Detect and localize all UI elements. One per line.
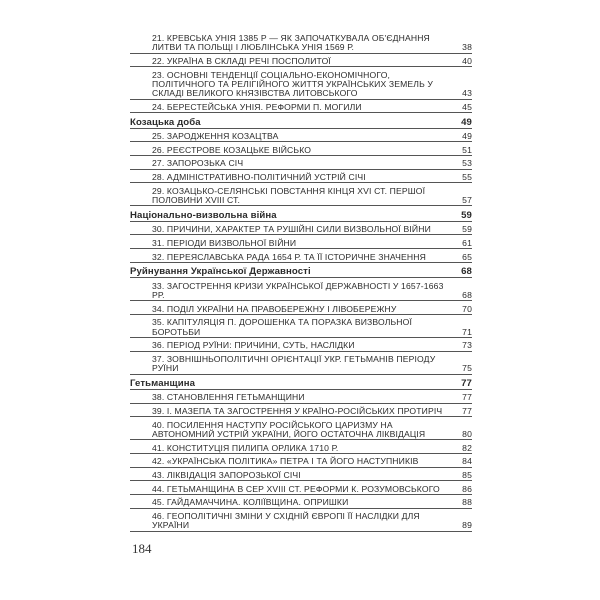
toc-entry — [130, 253, 472, 263]
toc-entry — [130, 421, 472, 441]
toc-entry-title: 28. АДМІНІСТРАТИВНО-ПОЛІТИЧНИЙ УСТРІЙ СІЧІ — [152, 172, 366, 183]
toc-entry — [130, 457, 472, 467]
toc-entry-title: 40. ПОСИЛЕННЯ НАСТУПУ РОСІЙСЬКОГО ЦАРИЗМУ НА АВТОНОМНИЙ УСТРІЙ УКРАЇНИ, ЙОГО ОСТАТОЧНА ЛІКВІДАЦІЯ — [152, 419, 426, 439]
toc-entry-title: 42. «УКРАЇНСЬКА ПОЛІТИКА» ПЕТРА І ТА ЙОГО НАСТУПНИКІВ — [152, 456, 419, 467]
toc-entry-page: 85 — [462, 470, 472, 481]
toc-entry — [130, 187, 472, 207]
toc-entry — [130, 173, 472, 183]
toc-entry-title: 26. РЕЄСТРОВЕ КОЗАЦЬКЕ ВІЙСЬКО — [152, 144, 312, 155]
toc-entry-title: 21. КРЕВСЬКА УНІЯ 1385 Р — ЯК ЗАПОЧАТКУВАЛА ОБ'ЄДНАННЯ ЛИТВИ ТА ПОЛЬЩІ І ЛЮБЛІНСЬКА УНІЯ 1569 Р. — [152, 33, 430, 53]
toc-entry-page: 59 — [462, 224, 472, 235]
toc-entry-title: 41. КОНСТИТУЦІЯ ПИЛИПА ОРЛИКА 1710 Р. — [152, 442, 339, 453]
toc-entry-page: 61 — [462, 237, 472, 248]
toc-entry-title: 44. ГЕТЬМАНЩИНА В СЕР XVIII СТ. РЕФОРМИ К. РОЗУМОВСЬКОГО — [152, 483, 440, 494]
toc-entry-title: Козацька доба — [130, 116, 201, 128]
toc-entry — [130, 471, 472, 481]
toc-entry-title: 30. ПРИЧИНИ, ХАРАКТЕР ТА РУШІЙНІ СИЛИ ВИЗВОЛЬНОЇ ВІЙНИ — [152, 224, 431, 235]
toc-entry-page: 84 — [462, 456, 472, 467]
toc-entry — [130, 71, 472, 100]
toc-entry-title: 36. ПЕРІОД РУЇНИ: ПРИЧИНИ, СУТЬ, НАСЛІДКИ — [152, 340, 355, 351]
toc-entry-page: 45 — [462, 101, 472, 112]
toc-entry-page: 77 — [461, 377, 472, 389]
toc-entry — [130, 318, 472, 338]
toc-entry — [130, 355, 472, 375]
toc-entry — [130, 103, 472, 113]
toc-entry — [130, 282, 472, 302]
toc-entry — [130, 159, 472, 169]
toc-entry — [130, 512, 472, 532]
toc-section-heading — [130, 210, 472, 222]
toc-entry — [130, 341, 472, 351]
toc-entry-page: 70 — [462, 303, 472, 314]
toc-entry-page: 51 — [462, 144, 472, 155]
toc-entry-title: Руйнування Української Державності — [130, 266, 311, 278]
toc-entry-page: 82 — [462, 442, 472, 453]
toc-entry-page: 55 — [462, 172, 472, 183]
page-number: 184 — [132, 541, 152, 556]
toc-entry-title: 32. ПЕРЕЯСЛАВСЬКА РАДА 1654 Р. ТА ЇЇ ІСТОРИЧНЕ ЗНАЧЕННЯ — [152, 251, 426, 262]
toc-entry — [130, 34, 472, 54]
toc-entry-page: 49 — [462, 131, 472, 142]
toc-entry-title: 46. ГЕОПОЛІТИЧНІ ЗМІНИ У СХІДНІЙ ЄВРОПІ ЇЇ НАСЛІДКИ ДЛЯ УКРАЇНИ — [152, 511, 420, 531]
toc-entry-page: 89 — [462, 520, 472, 531]
toc-entry-title: 22. УКРАЇНА В СКЛАДІ РЕЧІ ПОСПОЛИТОЇ — [152, 55, 331, 66]
toc-entry — [130, 305, 472, 315]
toc-section-heading — [130, 117, 472, 129]
toc-entry — [130, 132, 472, 142]
toc-entry-page: 80 — [462, 429, 472, 439]
toc-entry-page: 71 — [462, 326, 472, 337]
toc-entry-page: 77 — [462, 392, 472, 403]
toc-entry-title: 25. ЗАРОДЖЕННЯ КОЗАЦТВА — [152, 131, 279, 142]
toc-entry — [130, 407, 472, 417]
toc-entry-title: 39. І. МАЗЕПА ТА ЗАГОСТРЕННЯ У КРАЇНО-РОСІЙСЬКИХ ПРОТИРІЧ — [152, 406, 443, 417]
toc-entry — [130, 498, 472, 508]
toc-entry-title: 27. ЗАПОРОЗЬКА СІЧ — [152, 158, 244, 169]
toc-entry-title: 37. ЗОВНІШНЬОПОЛІТИЧНІ ОРІЄНТАЦІЇ УКР. ГЕТЬМАНІВ ПЕРІОДУ РУЇНИ — [152, 353, 436, 374]
toc-entry-page: 38 — [462, 42, 472, 53]
toc-entry-title: 43. ЛІКВІДАЦІЯ ЗАПОРОЗЬКОЇ СІЧІ — [152, 470, 301, 481]
toc-entry-page: 43 — [462, 88, 472, 99]
toc-entry-title: 23. ОСНОВНІ ТЕНДЕНЦІЇ СОЦІАЛЬНО-ЕКОНОМІЧНОГО, ПОЛІТИЧНОГО ТА РЕЛІГІЙНОГО ЖИТТЯ УКРАЇНСЬКИХ ЗЕМЕЛЬ У СКЛАДІ ВЕЛИКОГО КНЯЗІВСТВА ЛИТОВСЬКОГО — [152, 69, 434, 99]
toc-entry-title: Гетьманщина — [130, 377, 196, 389]
toc-entry — [130, 146, 472, 156]
toc-entry-page: 57 — [462, 195, 472, 206]
toc-entry — [130, 485, 472, 495]
toc-entry-page: 86 — [462, 483, 472, 494]
toc-section-heading — [130, 378, 472, 390]
toc-entry — [130, 57, 472, 67]
toc-section-heading — [130, 266, 472, 278]
toc-entry-page: 75 — [462, 363, 472, 374]
toc-entry-page: 73 — [462, 340, 472, 351]
toc-entry — [130, 393, 472, 403]
toc-entry — [130, 444, 472, 454]
toc-entry-title: 31. ПЕРІОДИ ВИЗВОЛЬНОЇ ВІЙНИ — [152, 237, 297, 248]
toc-entry-page: 68 — [461, 266, 472, 278]
toc-entry-page: 77 — [462, 406, 472, 417]
toc-entry-title: Національно-визвольна війна — [130, 209, 277, 221]
toc-entry-title: 24. БЕРЕСТЕЙСЬКА УНІЯ. РЕФОРМИ П. МОГИЛИ — [152, 101, 362, 112]
toc-entry-title: 35. КАПІТУЛЯЦІЯ П. ДОРОШЕНКА ТА ПОРАЗКА ВИЗВОЛЬНОЇ БОРОТЬБИ — [152, 317, 413, 337]
toc-entry-title: 38. СТАНОВЛЕННЯ ГЕТЬМАНЩИНИ — [152, 392, 305, 403]
toc-entry-page: 40 — [462, 55, 472, 66]
toc-entry-title: 45. ГАЙДАМАЧЧИНА. КОЛІЇВЩИНА. ОПРИШКИ — [152, 497, 349, 508]
table-of-contents — [130, 34, 472, 535]
toc-entry — [130, 225, 472, 235]
toc-entry-page: 53 — [462, 158, 472, 169]
toc-entry-title: 34. ПОДІЛ УКРАЇНИ НА ПРАВОБЕРЕЖНУ І ЛІВОБЕРЕЖНУ — [152, 303, 397, 314]
toc-entry-page: 68 — [462, 289, 472, 300]
toc-entry-title: 29. КОЗАЦЬКО-СЕЛЯНСЬКІ ПОВСТАННЯ КІНЦЯ XVI СТ. ПЕРШОЇ ПОЛОВИНИ XVIII СТ. — [152, 185, 426, 206]
toc-entry-page: 65 — [462, 251, 472, 262]
toc-entry-page: 59 — [461, 209, 472, 221]
toc-entry-title: 33. ЗАГОСТРЕННЯ КРИЗИ УКРАЇНСЬКОЇ ДЕРЖАВНОСТІ У 1657-1663 РР. — [152, 280, 444, 300]
toc-entry-page: 49 — [461, 116, 472, 128]
toc-entry-page: 88 — [462, 497, 472, 508]
toc-entry — [130, 239, 472, 249]
